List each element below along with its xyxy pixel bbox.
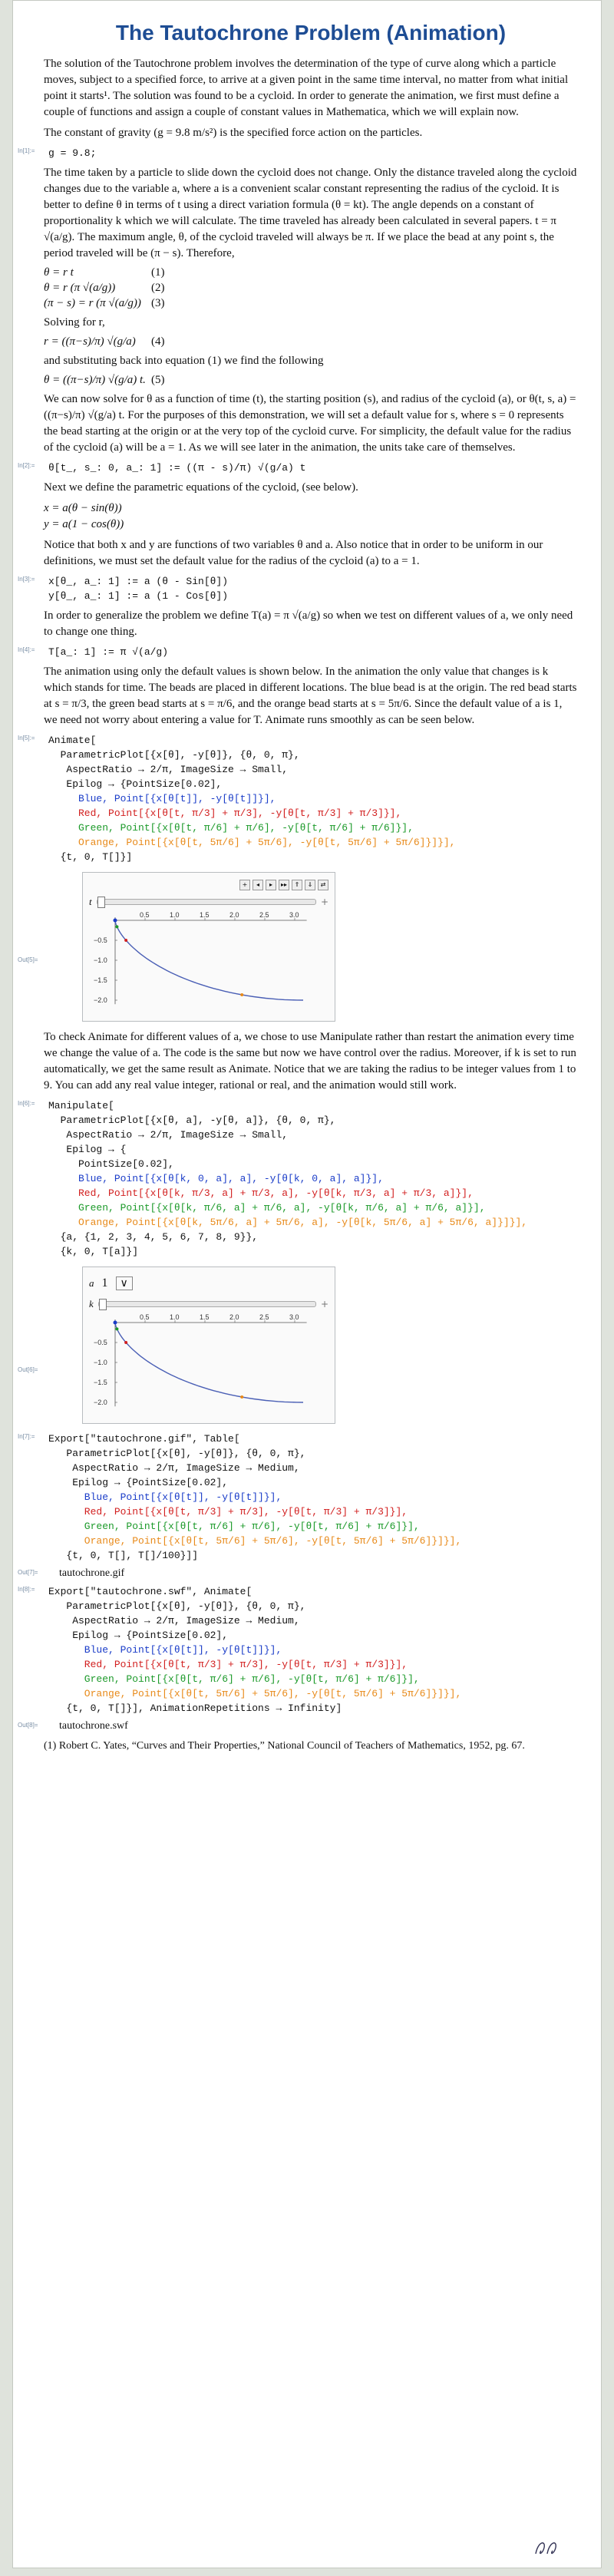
x-tick-label: 0.5 bbox=[140, 911, 150, 919]
gravity-paragraph: The constant of gravity (g = 9.8 m/s²) is the specified force action on the particles. bbox=[44, 127, 423, 139]
param-y: y = a(1 − cos(θ)) bbox=[44, 518, 124, 530]
in2-label: In[2]:= bbox=[18, 462, 35, 469]
cycloid-plot bbox=[89, 911, 328, 1011]
x-tick-label: 1.5 bbox=[200, 1313, 210, 1321]
code-line: Green, Point[{x[θ[t, π/6] + π/6], -y[θ[t, π/6] + π/6]}], bbox=[48, 1521, 420, 1532]
cycloid-plot bbox=[89, 1313, 328, 1413]
t-slider[interactable]: t + bbox=[89, 896, 329, 907]
y-tick-label: −2.0 bbox=[94, 996, 107, 1004]
code-line: PointSize[0.02], bbox=[48, 1158, 174, 1170]
x-tick-label: 0.5 bbox=[140, 1313, 150, 1321]
code-line: Green, Point[{x[θ[k, π/6, a] + π/6, a], -y[θ[k, π/6, a] + π/6, a]}], bbox=[48, 1202, 486, 1214]
param-x: x = a(θ − sin(θ)) bbox=[44, 502, 122, 514]
cycloid-curve bbox=[115, 1323, 303, 1402]
param-paragraph: Next we define the parametric equations of the cycloid, (see below). bbox=[44, 481, 358, 494]
solving-text: Solving for r, bbox=[44, 316, 105, 329]
code-line: Epilog → {PointSize[0.02], bbox=[48, 1630, 229, 1641]
gif-output: tautochrone.gif bbox=[59, 1567, 125, 1579]
in7-label: In[7]:= bbox=[18, 1433, 35, 1440]
x-tick-label: 3.0 bbox=[289, 911, 299, 919]
equations-list bbox=[44, 266, 578, 310]
code-line: {a, {1, 2, 3, 4, 5, 6, 7, 8, 9}}, bbox=[48, 1231, 259, 1243]
in6-label: In[6]:= bbox=[18, 1100, 35, 1107]
substitution-text: and substituting back into equation (1) we find the following bbox=[44, 355, 324, 367]
equation-3: (π − s) = r (π √(a/g)) (3) bbox=[44, 297, 165, 309]
k-slider[interactable]: k + bbox=[89, 1298, 329, 1309]
theta-paragraph: We can now solve for θ as a function of time (t), the starting position (s), and radius of the cycloid (a), or θ(t, s, a) = ((π−s)/π) √(g/a) t. For the purposes of this demonstration, we will set a default value for s, where s = 0 represents the bead starting at the origin or at the very top of the cycloid curve. For simplicity, the default value for the radius of the cycloid (a) will be a = 1. As we will see later in the animation, the units take care of themselves. bbox=[44, 393, 576, 454]
direction-icon[interactable]: ⇄ bbox=[318, 880, 328, 890]
y-tick-label: −0.5 bbox=[94, 1339, 107, 1346]
code-line: ParametricPlot[{x[θ], -y[θ]}, {θ, 0, π}, bbox=[48, 1600, 306, 1612]
out8-label: Out[8]= bbox=[18, 1722, 38, 1729]
y-tick-label: −1.5 bbox=[94, 1379, 107, 1386]
code-line: Green, Point[{x[θ[t, π/6] + π/6], -y[θ[t, π/6] + π/6]}], bbox=[48, 1673, 420, 1685]
slower-icon[interactable]: ⇓ bbox=[305, 880, 315, 890]
animate-panel bbox=[82, 872, 335, 1022]
code-manipulate[interactable] bbox=[48, 1098, 578, 1259]
code-line: Red, Point[{x[θ[k, π/3, a] + π/3, a], -y[θ[k, π/3, a] + π/3, a]}], bbox=[48, 1187, 474, 1199]
code-line: {t, 0, T[]}], AnimationRepetitions → Infinity] bbox=[48, 1702, 342, 1714]
code-line: {t, 0, T[]}] bbox=[48, 851, 133, 863]
x-tick-label: 1.0 bbox=[170, 911, 180, 919]
code-line: Red, Point[{x[θ[t, π/3] + π/3], -y[θ[t, π/3] + π/3]}], bbox=[48, 807, 402, 819]
footnote: (1) Robert C. Yates, “Curves and Their Properties,” National Council of Teachers of Mathematics, 1952, pg. 67. bbox=[44, 1740, 525, 1752]
code-line: AspectRatio → 2/π, ImageSize → Medium, bbox=[48, 1615, 300, 1627]
y-tick-label: −1.0 bbox=[94, 956, 107, 964]
document-page bbox=[12, 0, 602, 2568]
x-tick-label: 1.5 bbox=[200, 911, 210, 919]
out7-label: Out[7]= bbox=[18, 1569, 38, 1576]
code-line: Blue, Point[{x[θ[t]], -y[θ[t]]}], bbox=[48, 793, 276, 804]
code-line: Orange, Point[{x[θ[t, 5π/6] + 5π/6], -y[θ[t, 5π/6] + 5π/6]}]}], bbox=[48, 1535, 462, 1547]
y-tick-label: −1.0 bbox=[94, 1359, 107, 1366]
code-line: {k, 0, T[a]}] bbox=[48, 1246, 139, 1257]
a-value: 1 bbox=[101, 1276, 108, 1290]
code-line: Epilog → {PointSize[0.02], bbox=[48, 1477, 229, 1488]
blue-bead bbox=[114, 919, 117, 923]
code-line: AspectRatio → 2/π, ImageSize → Small, bbox=[48, 764, 289, 775]
green-bead bbox=[115, 925, 118, 928]
in5-label: In[5]:= bbox=[18, 735, 35, 741]
red-bead bbox=[124, 939, 127, 942]
plus-icon[interactable]: + bbox=[321, 897, 329, 907]
orange-bead bbox=[240, 1395, 243, 1399]
code-line: Orange, Point[{x[θ[t, 5π/6] + 5π/6], -y[θ[t, 5π/6] + 5π/6]}]}], bbox=[48, 1688, 462, 1699]
code-line: Blue, Point[{x[θ[t]], -y[θ[t]]}], bbox=[48, 1644, 282, 1656]
manipulate-panel bbox=[82, 1267, 335, 1424]
swf-output: tautochrone.swf bbox=[59, 1720, 128, 1732]
red-bead bbox=[124, 1341, 127, 1344]
code-line: ParametricPlot[{x[θ], -y[θ]}, {θ, 0, π}, bbox=[48, 749, 300, 761]
signature-logo bbox=[532, 2537, 570, 2560]
code-line: Animate[ bbox=[48, 735, 97, 746]
code-export-swf[interactable] bbox=[48, 1584, 578, 1716]
code-line: Epilog → { bbox=[48, 1144, 127, 1155]
manipulate-paragraph: To check Animate for different values of a, we chose to use Manipulate rather than restart the animation every time we change the value of a. The code is the same but now we have control over the radius. Moreover, if k is set to run automatically, we get the same result as Animate. Notice that we are taking the radius to be integer values from 1 to 9. You can add any real value integer, rational or real, and the animation would still work. bbox=[44, 1031, 576, 1091]
dropdown-icon[interactable]: ∨ bbox=[116, 1276, 133, 1290]
code-line: ParametricPlot[{x[θ, a], -y[θ, a]}, {θ, 0, π}, bbox=[48, 1115, 336, 1126]
plus-icon[interactable]: + bbox=[239, 880, 250, 890]
animation-controls bbox=[89, 879, 328, 891]
out5-label: Out[5]= bbox=[18, 956, 38, 963]
code-line: Manipulate[ bbox=[48, 1100, 114, 1111]
code-line: Green, Point[{x[θ[t, π/6] + π/6], -y[θ[t, π/6] + π/6]}], bbox=[48, 822, 414, 834]
intro-paragraph: The solution of the Tautochrone problem involves the determination of the type of curve along which a particle moves, subject to a specified force, to arrive at a given point in the same time interval, no matter from what initial point it starts¹. The solution was found to be a cycloid. In order to generate the animation, we first must define a couple of functions and assign a couple of constant values in Mathematica, which we will explain now. bbox=[44, 58, 569, 118]
time-paragraph: The time taken by a particle to slide down the cycloid does not change. Only the distance traveled along the cycloid changes due to the variable a, where a is a convenient scalar constant representing the radius of the cycloid. It is better to define θ in terms of t using a direct variation formula (θ = kt). The angle depends on a constant of proportionality k which we will calculate. The time traveled has already been calculated in several papers. t = π √(a/g). The maximum angle, θ, of the cycloid traveled will always be π. If we place the bead at any point s, the period traveled will be (π − s). Therefore, bbox=[44, 167, 577, 259]
step-forward-icon[interactable]: ▸▸ bbox=[279, 880, 289, 890]
in3-label: In[3]:= bbox=[18, 576, 35, 583]
code-line: AspectRatio → 2/π, ImageSize → Small, bbox=[48, 1129, 289, 1141]
code-line: Red, Point[{x[θ[t, π/3] + π/3], -y[θ[t, π/3] + π/3]}], bbox=[48, 1659, 408, 1670]
y-tick-label: −0.5 bbox=[94, 936, 107, 944]
x-tick-label: 2.5 bbox=[259, 911, 269, 919]
general-paragraph: In order to generalize the problem we define T(a) = π √(a/g) so when we test on different values of a, we only need to change one thing. bbox=[44, 609, 573, 638]
code-xy[interactable]: x[θ_, a_: 1] := a (θ - Sin[θ]) y[θ_, a_: 1] := a (1 - Cos[θ]) bbox=[48, 576, 229, 602]
x-tick-label: 2.0 bbox=[229, 911, 239, 919]
x-tick-label: 3.0 bbox=[289, 1313, 299, 1321]
x-tick-label: 1.0 bbox=[170, 1313, 180, 1321]
a-selector[interactable]: a 1 ∨ bbox=[89, 1273, 328, 1293]
plus-icon[interactable]: + bbox=[321, 1299, 329, 1309]
code-line: Blue, Point[{x[θ[k, 0, a], a], -y[θ[k, 0, a], a]}], bbox=[48, 1173, 384, 1184]
code-line: AspectRatio → 2/π, ImageSize → Medium, bbox=[48, 1462, 300, 1474]
x-tick-label: 2.0 bbox=[229, 1313, 239, 1321]
code-T[interactable]: T[a_: 1] := π √(a/g) bbox=[48, 646, 169, 658]
cycloid-curve bbox=[115, 920, 303, 1000]
y-tick-label: −2.0 bbox=[94, 1399, 107, 1406]
notice-paragraph: Notice that both x and y are functions of two variables θ and a. Also notice that in order to be uniform in our definitions, we must set the default value for the radius of the cycloid (a) to a = 1. bbox=[44, 539, 543, 567]
in4-label: In[4]:= bbox=[18, 646, 35, 653]
blue-bead bbox=[114, 1321, 117, 1325]
code-line: Red, Point[{x[θ[t, π/3] + π/3], -y[θ[t, π/3] + π/3]}], bbox=[48, 1506, 408, 1518]
faster-icon[interactable]: ⇑ bbox=[292, 880, 302, 890]
orange-bead bbox=[240, 993, 243, 996]
code-export-gif[interactable] bbox=[48, 1432, 578, 1563]
play-icon[interactable]: ▸ bbox=[266, 880, 276, 890]
code-line: Export["tautochrone.gif", Table[ bbox=[48, 1433, 240, 1445]
code-theta[interactable]: θ[t_, s_: 0, a_: 1] := ((π - s)/π) √(g/a) t bbox=[48, 462, 306, 474]
equation-2: θ = r (π √(a/g)) (2) bbox=[44, 282, 165, 294]
out6-label: Out[6]= bbox=[18, 1366, 38, 1373]
equation-1: θ = r t (1) bbox=[44, 266, 165, 279]
code-animate[interactable] bbox=[48, 733, 578, 864]
code-line: {t, 0, T[], T[]/100}]] bbox=[48, 1550, 199, 1561]
page-title: The Tautochrone Problem (Animation) bbox=[115, 21, 507, 45]
code-line: Orange, Point[{x[θ[k, 5π/6, a] + 5π/6, a], -y[θ[k, 5π/6, a] + 5π/6, a]}]}], bbox=[48, 1217, 528, 1228]
in8-label: In[8]:= bbox=[18, 1586, 35, 1593]
code-line: ParametricPlot[{x[θ], -y[θ]}, {θ, 0, π}, bbox=[48, 1448, 306, 1459]
code-line: Epilog → {PointSize[0.02], bbox=[48, 778, 223, 790]
step-back-icon[interactable]: ◂ bbox=[253, 880, 263, 890]
animation-paragraph: The animation using only the default values is shown below. In the animation the only value that changes is k which stands for time. The beads are placed in different locations. The blue bead is at the origin. The red bead starts at s = π/3, the green bead starts at s = π/6, and the orange bead starts at s = 5π/6. Since the default value of a is 1, we need not worry about entering a value for T. Animate runs smoothly as can be seen below. bbox=[44, 665, 577, 726]
y-tick-label: −1.5 bbox=[94, 976, 107, 984]
code-line: Export["tautochrone.swf", Animate[ bbox=[48, 1586, 253, 1597]
equation-4: r = ((π−s)/π) √(g/a) (4) bbox=[44, 335, 165, 348]
equation-5: θ = ((π−s)/π) √(g/a) t. (5) bbox=[44, 374, 165, 386]
code-line: Orange, Point[{x[θ[t, 5π/6] + 5π/6], -y[θ[t, 5π/6] + 5π/6]}]}], bbox=[48, 837, 456, 848]
code-line: Blue, Point[{x[θ[t]], -y[θ[t]]}], bbox=[48, 1491, 282, 1503]
slider-thumb[interactable] bbox=[99, 1299, 107, 1310]
x-tick-label: 2.5 bbox=[259, 1313, 269, 1321]
green-bead bbox=[115, 1327, 118, 1330]
code-gravity[interactable]: g = 9.8; bbox=[48, 147, 97, 159]
slider-thumb[interactable] bbox=[97, 897, 105, 908]
in1-label: In[1]:= bbox=[18, 147, 35, 154]
